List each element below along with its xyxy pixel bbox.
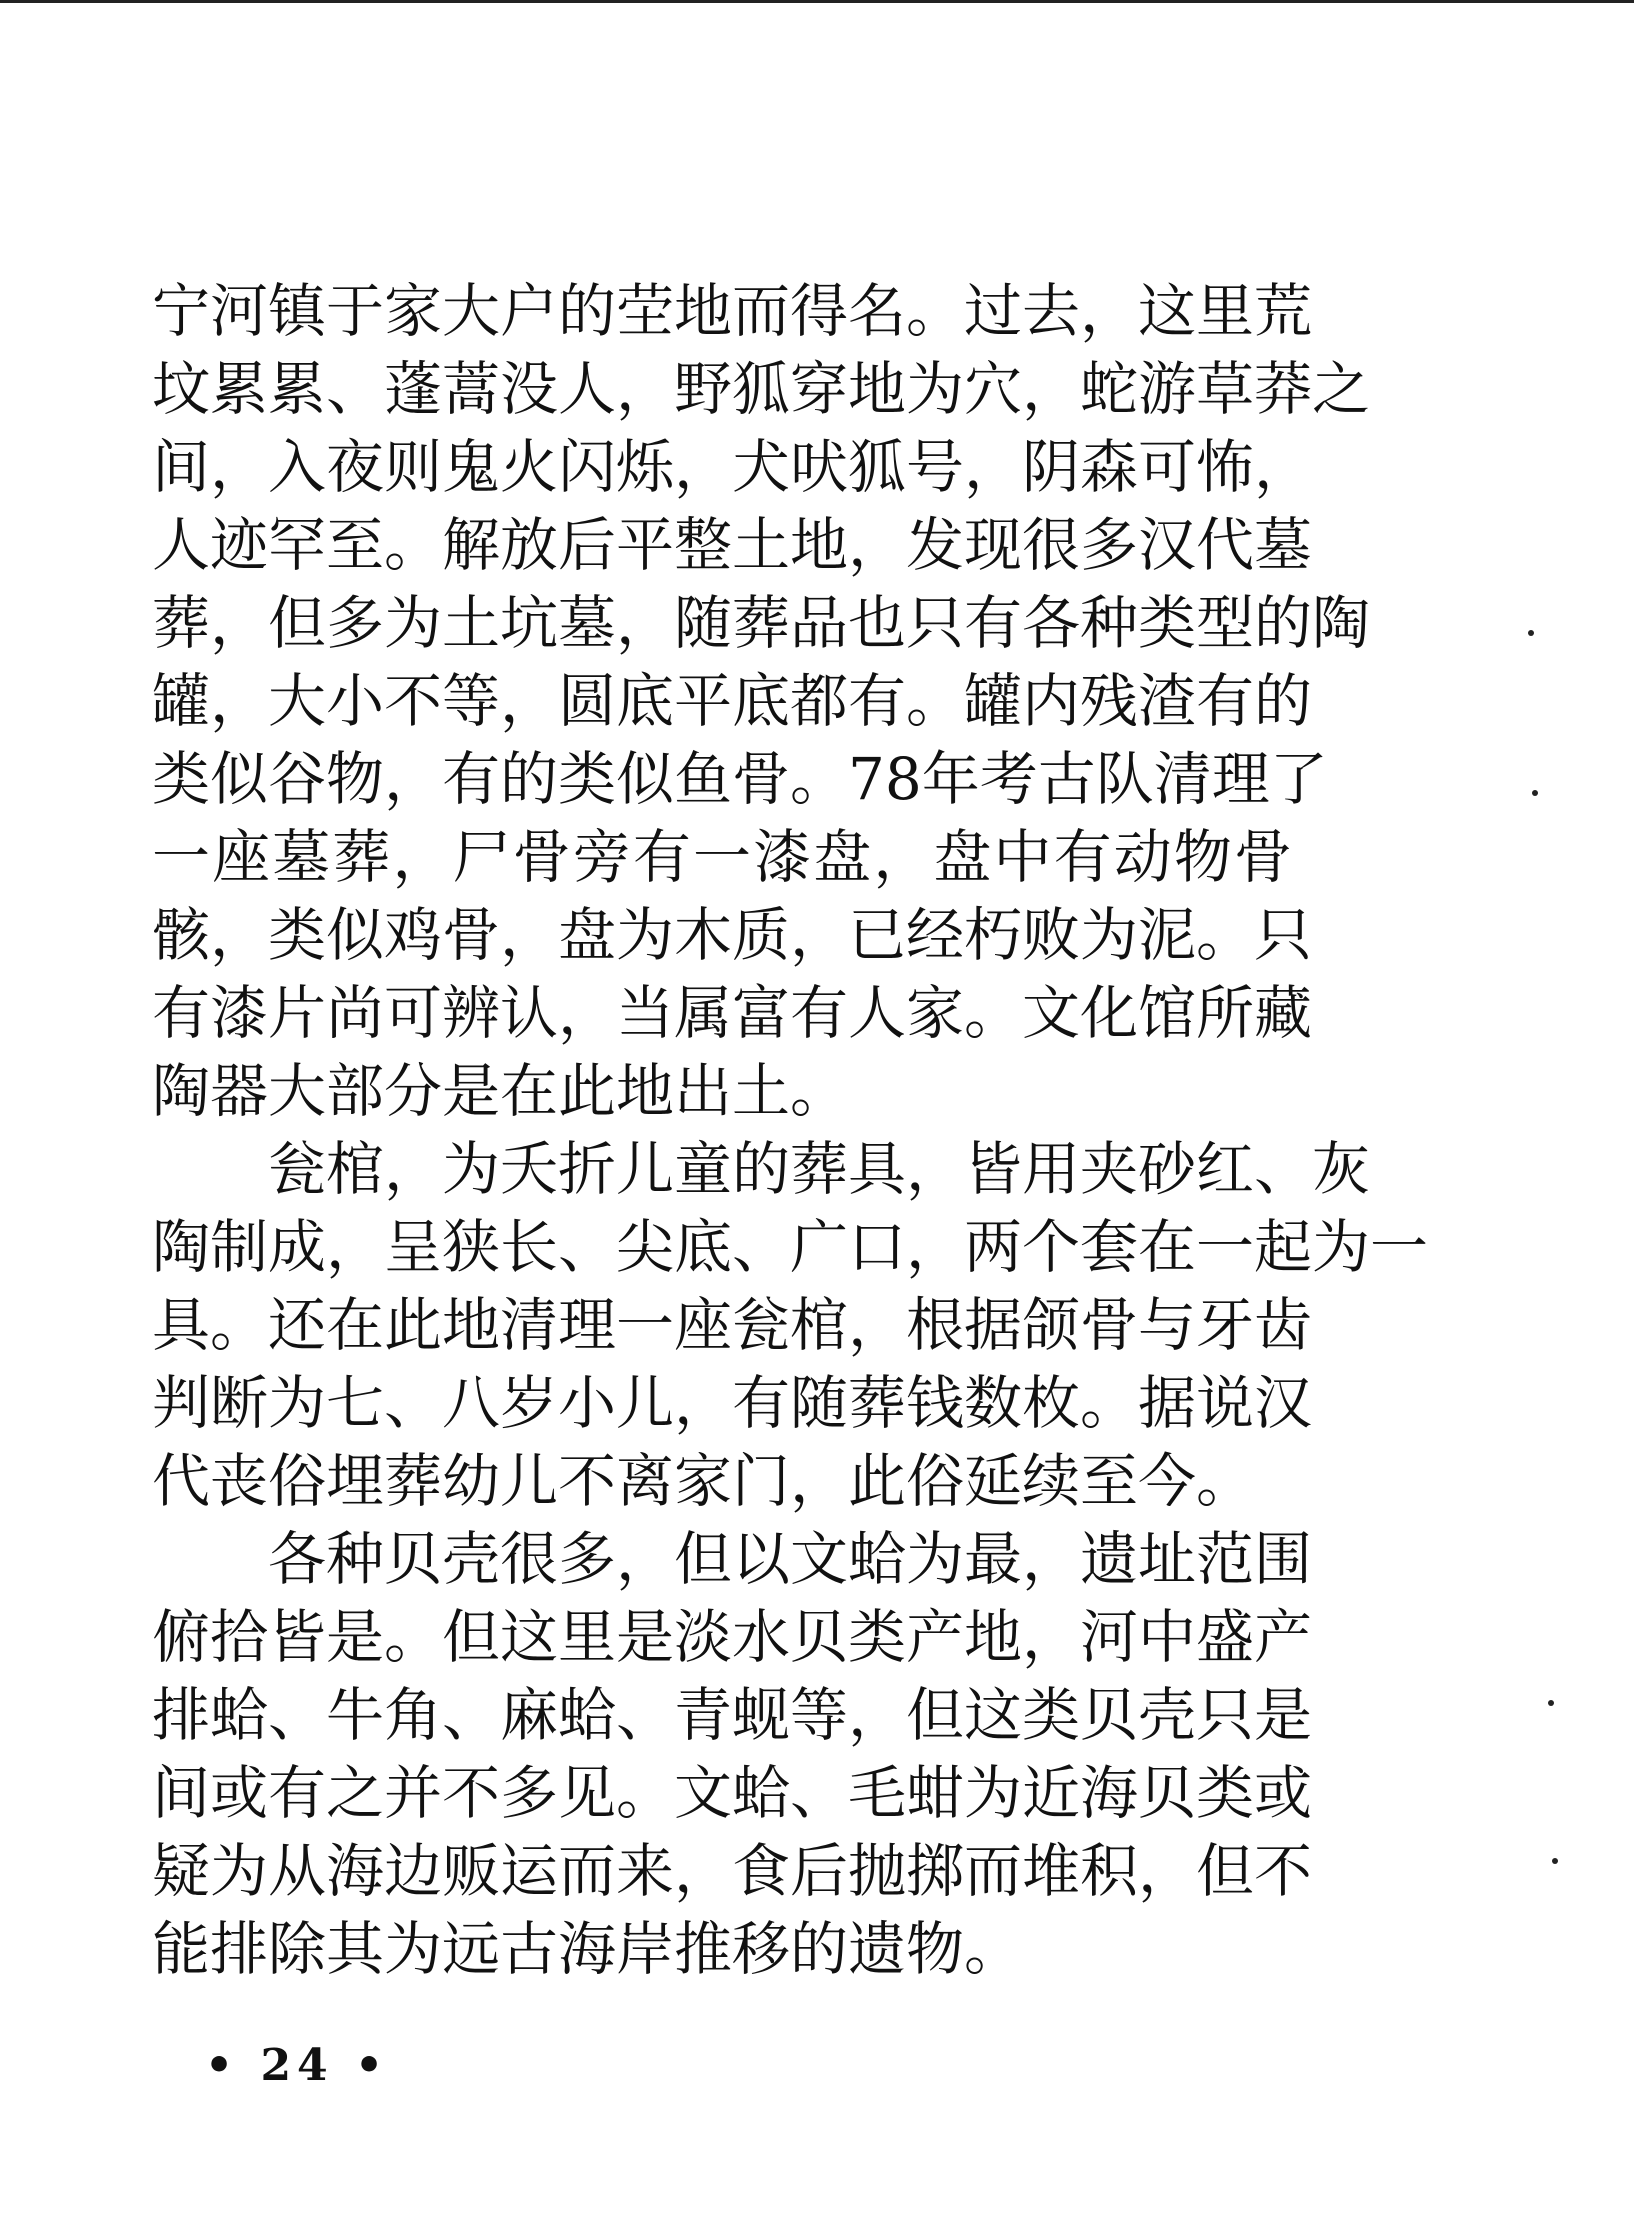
scan-top-edge: [0, 0, 1634, 3]
text-line: 陶制成，呈狭长、尖底、广口，两个套在一起为一: [152, 1213, 1429, 1281]
text-line: 罐，大小不等，圆底平底都有。罐内残渣有的: [152, 667, 1313, 735]
text-line: 间或有之并不多见。文蛤、毛蚶为近海贝类或: [152, 1759, 1313, 1827]
text-line: 判断为七、八岁小儿，有随葬钱数枚。据说汉: [152, 1369, 1313, 1437]
text-line: 代丧俗埋葬幼儿不离家门，此俗延续至今。: [152, 1447, 1255, 1515]
page-number: • 24 •: [205, 2040, 390, 2091]
text-line: 间，入夜则鬼火闪烁，犬吠狐号，阴森可怖，: [152, 433, 1313, 501]
scan-speck: [1532, 790, 1538, 796]
text-line: 能排除其为远古海岸推移的遗物。: [152, 1915, 1023, 1983]
text-line: 有漆片尚可辨认，当属富有人家。文化馆所藏: [152, 979, 1313, 1047]
text-line: 骸，类似鸡骨，盘为木质，已经朽败为泥。只: [152, 901, 1313, 969]
text-line: 坟累累、蓬蒿没人，野狐穿地为穴，蛇游草莽之: [152, 355, 1371, 423]
text-line: 类似谷物，有的类似鱼骨。78年考古队清理了: [152, 745, 1328, 813]
text-line: 陶器大部分是在此地出土。: [152, 1057, 849, 1125]
text-line: 排蛤、牛角、麻蛤、青蚬等，但这类贝壳只是: [152, 1681, 1313, 1749]
text-line: 具。还在此地清理一座瓮棺，根据颌骨与牙齿: [152, 1291, 1313, 1359]
text-line: 俯拾皆是。但这里是淡水贝类产地，河中盛产: [152, 1603, 1313, 1671]
scan-speck: [1528, 630, 1534, 636]
text-line: 疑为从海边贩运而来，食后抛掷而堆积，但不: [152, 1837, 1313, 1905]
body-text: [152, 272, 1429, 1988]
text-line: 人迹罕至。解放后平整土地，发现很多汉代墓: [152, 511, 1313, 579]
scan-speck: [1552, 1858, 1558, 1864]
paragraph-first-line: 各种贝壳很多，但以文蛤为最，遗址范围: [268, 1525, 1313, 1593]
paragraph-first-line: 瓮棺，为夭折儿童的葬具，皆用夹砂红、灰: [268, 1135, 1371, 1203]
text-line: 宁河镇于家大户的茔地而得名。过去，这里荒: [152, 277, 1313, 345]
text-line: 葬，但多为土坑墓，随葬品也只有各种类型的陶: [152, 589, 1371, 657]
text-line: 一座墓葬，尸骨旁有一漆盘，盘中有动物骨: [152, 823, 1292, 891]
scan-speck: [1548, 1700, 1554, 1706]
